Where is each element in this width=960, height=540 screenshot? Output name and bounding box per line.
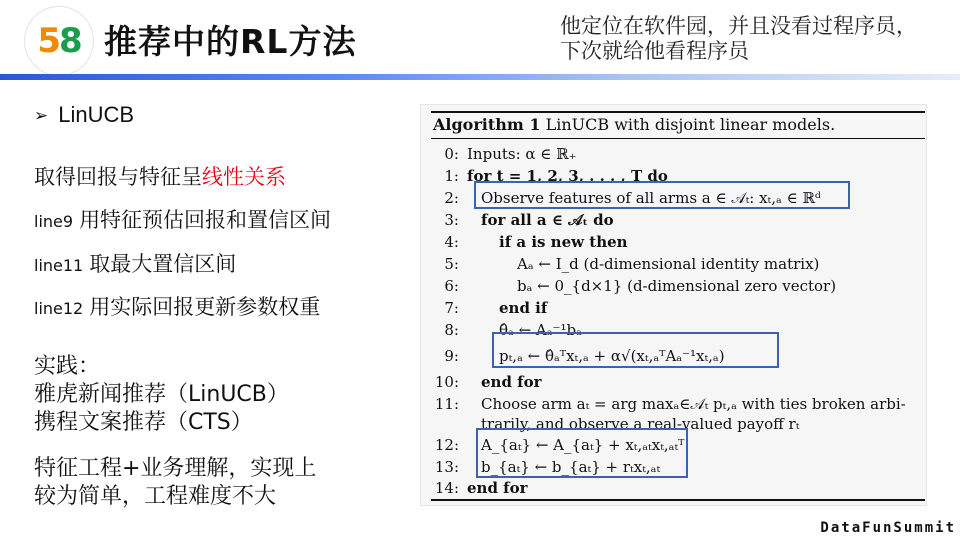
- algorithm-line: 10: end for: [434, 373, 542, 391]
- header-note: [560, 14, 955, 64]
- algorithm-line: 1: for t = 1, 2, 3, . . . , T do: [444, 167, 668, 185]
- line12-text: 用实际回报更新参数权重: [89, 295, 321, 319]
- line12-description: [34, 291, 320, 321]
- footer-brand: DataFunSummit: [820, 520, 956, 536]
- highlight-box-line2: [474, 181, 850, 209]
- algorithm-caption: [433, 115, 835, 134]
- summary-block: [34, 455, 316, 511]
- logo-digit-8: 8: [59, 21, 81, 61]
- algorithm-line: 14: end for: [434, 479, 528, 497]
- highlight-box-line9: [492, 332, 779, 368]
- arrow-bullet-icon: ➢: [34, 106, 49, 125]
- algorithm-line: 12: A_{aₜ} ← A_{aₜ} + xₜ,ₐₜxₜ,ₐₜᵀ: [434, 436, 685, 454]
- line9-tag: line9: [34, 212, 74, 231]
- algorithm-line: 5: Aₐ ← I_d (d-dimensional identity matrix): [444, 255, 820, 273]
- algorithm-line: 11: Choose arm aₜ = arg maxₐ∈𝒜ₜ pₜ,ₐ with ties broken arbi-: [434, 395, 906, 413]
- line11-tag: line11: [34, 256, 84, 275]
- algorithm-line: trarily, and observe a real-valued payoff rₜ: [481, 415, 800, 433]
- practice-heading: 实践：: [34, 354, 101, 379]
- algorithm-line: 13: b_{aₜ} ← b_{aₜ} + rₜxₜ,ₐₜ: [434, 458, 661, 476]
- slide-title: 推荐中的RL方法: [104, 22, 357, 61]
- bullet-linucb: [34, 102, 134, 128]
- logo-digit-5: 5: [37, 21, 59, 61]
- practice-item-ctrip: 携程文案推荐（CTS）: [34, 410, 253, 435]
- algorithm-line: 4: if a is new then: [444, 233, 628, 251]
- algorithm-label: Algorithm 1: [433, 115, 541, 134]
- algorithm-panel: [420, 104, 927, 506]
- line1-highlight: 线性关系: [202, 165, 286, 189]
- note-line-1: 他定位在软件园，并且没看过程序员，: [560, 14, 917, 38]
- line11-description: [34, 248, 236, 278]
- algorithm-line: 7: end if: [444, 299, 548, 317]
- algorithm-line: 0: Inputs: α ∈ ℝ₊: [444, 145, 577, 163]
- algorithm-line: 9: pₜ,ₐ ← θ̂ₐᵀxₜ,ₐ + α√(xₜ,ₐᵀAₐ⁻¹xₜ,ₐ): [444, 347, 725, 365]
- algorithm-line: 2: Observe features of all arms a ∈ 𝒜ₜ: xₜ,ₐ ∈ ℝᵈ: [444, 189, 821, 207]
- algorithm-caption-rule: [431, 138, 925, 139]
- practice-block: [34, 353, 289, 437]
- line1-prefix: 取得回报与特征呈: [34, 165, 202, 189]
- line12-tag: line12: [34, 299, 84, 318]
- algorithm-bottom-rule: [431, 499, 925, 501]
- line9-description: [34, 204, 331, 234]
- bullet-label: LinUCB: [58, 102, 135, 127]
- algorithm-line: 3: for all a ∈ 𝒜ₜ do: [444, 211, 614, 229]
- algorithm-line: 8: θ̂ₐ ← Aₐ⁻¹bₐ: [444, 321, 582, 339]
- algorithm-top-rule: [431, 111, 925, 113]
- algorithm-line: 6: bₐ ← 0_{d×1} (d-dimensional zero vector): [444, 277, 837, 295]
- company-logo: [24, 6, 94, 76]
- highlight-box-line12-13: [476, 428, 688, 478]
- practice-item-yahoo: 雅虎新闻推荐（LinUCB）: [34, 382, 289, 407]
- algorithm-caption-text: LinUCB with disjoint linear models.: [545, 115, 836, 134]
- line11-text: 取最大置信区间: [89, 252, 237, 276]
- line9-text: 用特征预估回报和置信区间: [79, 208, 332, 232]
- linear-relation-line: [34, 161, 286, 191]
- note-line-2: 下次就给他看程序员: [560, 39, 749, 63]
- summary-line-2: 较为简单，工程难度不大: [34, 484, 277, 509]
- header-divider: [0, 74, 960, 80]
- summary-line-1: 特征工程+业务理解，实现上: [34, 456, 317, 481]
